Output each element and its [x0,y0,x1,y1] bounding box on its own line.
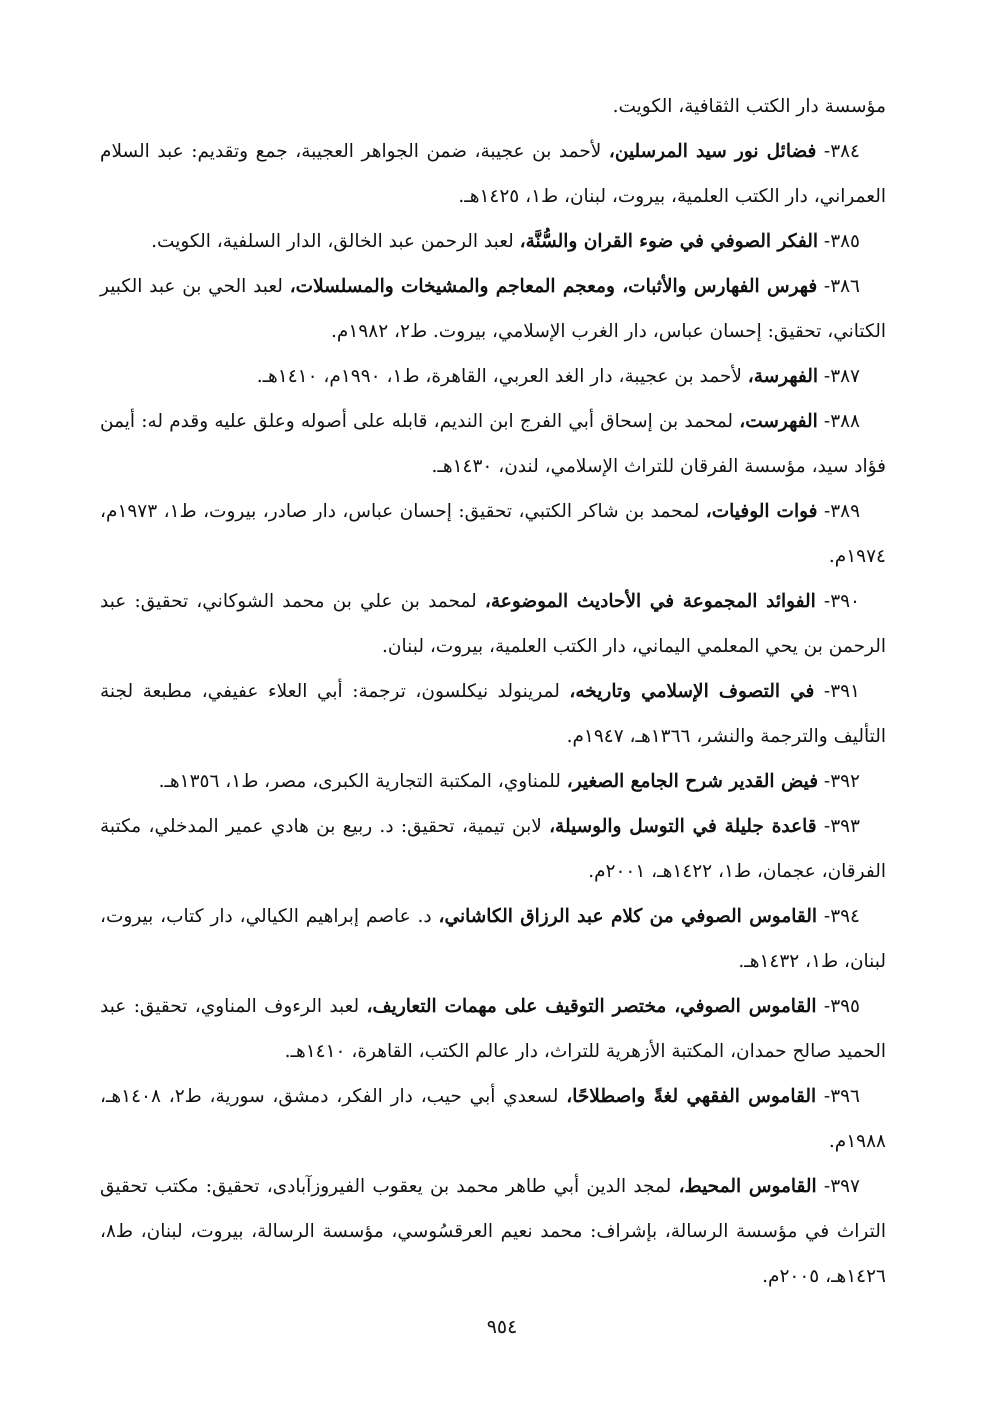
bibliography-entry [100,759,886,804]
entry-details: د. عاصم إبراهيم الكيالي، دار كتاب، بيروت، لبنان، ط١، ١٤٣٢هـ. [100,906,886,972]
bibliography-list [100,84,886,1299]
bibliography-entry [100,579,886,669]
bibliography-entry [100,264,886,354]
bibliography-entry [100,489,886,579]
entry-number: ٣٨٤- [816,141,860,162]
entry-number: ٣٨٥- [818,231,860,252]
bibliography-entry [100,894,886,984]
entry-details: لابن تيمية، تحقيق: د. ربيع بن هادي عمير المدخلي، مكتبة الفرقان، عجمان، ط١، ١٤٢٢هـ، ٢٠٠١م. [100,816,886,882]
entry-title: القاموس الصوفي، مختصر التوقيف على مهمات التعاريف، [366,996,817,1017]
bibliography-entry [100,1164,886,1299]
entry-details: لمحمد بن شاكر الكتبي، تحقيق: إحسان عباس، دار صادر، بيروت، ط١، ١٩٧٣م، ١٩٧٤م. [100,501,886,567]
bibliography-entry [100,1074,886,1164]
entry-number: ٣٩٢- [818,771,860,792]
entry-title: قاعدة جليلة في التوسل والوسيلة، [549,816,817,837]
entry-details: للمناوي، المكتبة التجارية الكبرى، مصر، ط١، ١٣٥٦هـ. [158,771,567,792]
entry-title: الفهرست، [739,411,818,432]
entry-details: لأحمد بن عجيبة، ضمن الجواهر العجيبة، جمع وتقديم: عبد السلام العمراني، دار الكتب العلمية، بيروت، لبنان، ط١، ١٤٢٥هـ. [100,141,886,207]
entry-title: فهرس الفهارس والأثبات، ومعجم المعاجم والمشيخات والمسلسلات، [289,276,818,297]
entry-title: الفهرسة، [747,366,819,387]
entry-number: ٣٩٧- [816,1176,860,1197]
entry-details: لمحمد بن إسحاق أبي الفرج ابن النديم، قابله على أصوله وعلق عليه وقدم له: أيمن فؤاد سيد، مؤسسة الفرقان للتراث الإسلامي، لندن، ١٤٣٠هـ. [100,411,886,477]
entry-number: ٣٨٦- [817,276,860,297]
entry-title: فضائل نور سيد المرسلين، [608,141,817,162]
entry-number: ٣٨٩- [817,501,861,522]
entry-number: ٣٩١- [814,681,860,702]
entry-number: ٣٨٧- [818,366,860,387]
entry-details: لسعدي أبي حيب، دار الفكر، دمشق، سورية، ط٢، ١٤٠٨هـ، ١٩٨٨م. [100,1086,886,1152]
entry-details: لعبد الحي بن عبد الكبير الكتاني، تحقيق: إحسان عباس، دار الغرب الإسلامي، بيروت. ط٢، ١٩٨٢م. [100,276,886,342]
entry-title: القاموس الصوفي من كلام عبد الرزاق الكاشاني، [438,906,818,927]
entry-number: ٣٩٠- [815,591,860,612]
entry-number: ٣٩٣- [816,816,860,837]
bibliography-entry [100,804,886,894]
entry-number: ٣٨٨- [817,411,860,432]
entry-details: لمحمد بن علي بن محمد الشوكاني، تحقيق: عبد الرحمن بن يحي المعلمي اليماني، دار الكتب العلمية، بيروت، لبنان. [100,591,886,657]
entry-number: ٣٩٤- [817,906,860,927]
entry-title: القاموس المحيط، [678,1176,817,1197]
entry-details: لعبد الرءوف المناوي، تحقيق: عبد الحميد صالح حمدان، المكتبة الأزهرية للتراث، دار عالم الكتب، القاهرة، ١٤١٠هـ. [100,996,886,1062]
entry-details: لعبد الرحمن عبد الخالق، الدار السلفية، الكويت. [151,231,520,252]
bibliography-entry [100,129,886,219]
entry-title: الفكر الصوفي في ضوء القران والسُّنَّة، [519,231,819,252]
continuation-line: مؤسسة دار الكتب الثقافية، الكويت. [612,96,886,117]
bibliography-entry [100,984,886,1074]
entry-details: لمرينولد نيكلسون، ترجمة: أبي العلاء عفيفي، مطبعة لجنة التأليف والترجمة والنشر، ١٣٦٦هـ، ١٩٤٧م. [100,681,886,747]
entries-container [100,129,886,1299]
entry-number: ٣٩٥- [816,996,860,1017]
entry-number: ٣٩٦- [816,1086,860,1107]
page-number: ٩٥٤ [486,1316,518,1338]
entry-title: الفوائد المجموعة في الأحاديث الموضوعة، [484,591,816,612]
entry-title: فوات الوفيات، [705,501,818,522]
bibliography-entry [100,219,886,264]
entry-details: لمجد الدين أبي طاهر محمد بن يعقوب الفيروزآبادى، تحقيق: مكتب تحقيق التراث في مؤسسة الرسالة، بإشراف: محمد نعيم العرقسُوسي، مؤسسة الرسالة، بيروت، لبنان، ط٨، ١٤٢٦هـ، ٢٠٠٥م. [100,1176,886,1287]
bibliography-entry [100,669,886,759]
entry-title: في التصوف الإسلامي وتاريخه، [569,681,815,702]
entry-title: القاموس الفقهي لغةً واصطلاحًا، [566,1086,817,1107]
bibliography-entry [100,354,886,399]
entry-title: فيض القدير شرح الجامع الصغير، [566,771,819,792]
bibliography-entry [100,399,886,489]
entry-details: لأحمد بن عجيبة، دار الغد العربي، القاهرة، ط١، ١٩٩٠م، ١٤١٠هـ. [256,366,748,387]
